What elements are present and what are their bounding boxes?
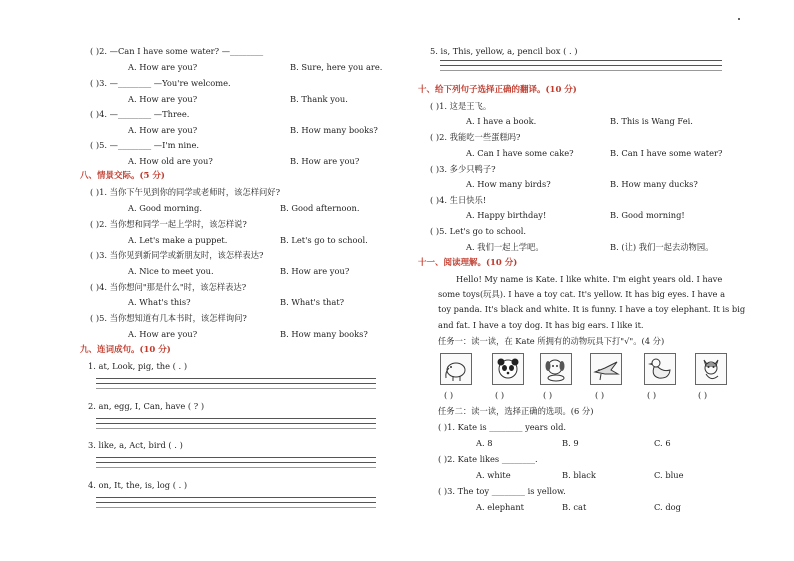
question-stem: ( )2. Kate likes ________. [438, 454, 538, 464]
option-c: C. dog [654, 502, 681, 512]
scan-mark [738, 18, 740, 20]
question-stem: ( )4. 生日快乐! [430, 195, 487, 205]
option-c: C. 6 [654, 438, 671, 448]
question-stem: ( )5. —________ —I'm nine. [90, 140, 200, 150]
option-a: A. 我们一起上学吧。 [466, 242, 544, 252]
question-stem: ( )3. —________ —You're welcome. [90, 78, 231, 88]
option-a: A. Nice to meet you. [128, 266, 214, 276]
option-b: B. (让) 我们一起去动物园。 [610, 242, 714, 252]
option-a: A. elephant [476, 502, 525, 512]
option-b: B. 9 [562, 438, 579, 448]
dog-icon [541, 354, 571, 384]
cat-picture [695, 353, 727, 385]
option-b: B. How many books? [290, 125, 378, 135]
word-order-question: 1. at, Look, pig, the ( . ) [88, 361, 188, 371]
elephant-icon [441, 354, 471, 384]
answer-lines[interactable] [96, 497, 376, 515]
question-stem: ( )4. 当你想问"那是什么"时，该怎样表达? [90, 282, 247, 292]
option-b: B. Let's go to school. [280, 235, 368, 245]
question-stem: ( )5. 当你想知道有几本书时，该怎样询问? [90, 313, 247, 323]
question-stem: ( )1. 当你下午见到你的同学或老师时，该怎样问好? [90, 187, 281, 197]
panda-picture [492, 353, 524, 385]
answer-blank[interactable]: ( ) [647, 390, 657, 400]
section-10-title: 十、给下列句子选择正确的翻译。(10 分) [418, 85, 577, 95]
word-order-question: 4. on, It, the, is, log ( . ) [88, 480, 188, 490]
question-stem: ( )3. The toy ________ is yellow. [438, 486, 566, 496]
dog-picture [540, 353, 572, 385]
option-c: C. blue [654, 470, 684, 480]
answer-lines[interactable] [96, 378, 376, 396]
answer-blank[interactable]: ( ) [595, 390, 605, 400]
option-a: A. white [476, 470, 511, 480]
cat-icon [696, 354, 726, 384]
option-a: A. How old are you? [128, 156, 213, 166]
option-a: A. Let's make a puppet. [128, 235, 228, 245]
passage-line: toy panda. It's black and white. It is funny. I have a toy elephant. It is big [438, 304, 746, 314]
option-a: A. What's this? [128, 297, 191, 307]
option-b: B. Thank you. [290, 94, 348, 104]
elephant-picture [440, 353, 472, 385]
option-a: A. How are you? [128, 94, 198, 104]
option-b: B. Can I have some water? [610, 148, 723, 158]
answer-blank[interactable]: ( ) [444, 390, 454, 400]
option-a: A. I have a book. [466, 116, 537, 126]
option-b: B. What's that? [280, 297, 345, 307]
question-stem: ( )3. 多少只鸭子? [430, 164, 496, 174]
option-a: A. How many birds? [466, 179, 551, 189]
question-stem: ( )3. 当你见到新同学或新朋友时，该怎样表达? [90, 250, 264, 260]
option-b: B. How many ducks? [610, 179, 698, 189]
option-b: B. cat [562, 502, 587, 512]
panda-icon [493, 354, 523, 384]
duck-picture [644, 353, 676, 385]
answer-lines[interactable] [96, 418, 376, 436]
option-a: A. 8 [476, 438, 493, 448]
passage-line: and fat. I have a toy dog. It has big ears. I like it. [438, 320, 644, 330]
option-a: A. Happy birthday! [466, 210, 547, 220]
section-8-title: 八、情景交际。(5 分) [80, 171, 165, 181]
task-2-instruction: 任务二：读一读，选择正确的选项。(6 分) [438, 406, 594, 416]
option-b: B. This is Wang Fei. [610, 116, 693, 126]
passage-line: Hello! My name is Kate. I like white. I'm eight years old. I have [456, 274, 723, 284]
answer-blank[interactable]: ( ) [698, 390, 708, 400]
option-b: B. Good afternoon. [280, 203, 360, 213]
option-b: B. How many books? [280, 329, 368, 339]
option-b: B. How are you? [280, 266, 350, 276]
option-a: A. How are you? [128, 329, 198, 339]
question-stem: ( )5. Let's go to school. [430, 226, 527, 236]
question-stem: ( )4. —________ —Three. [90, 109, 190, 119]
question-stem: ( )1. 这是王飞。 [430, 101, 492, 111]
answer-blank[interactable]: ( ) [495, 390, 505, 400]
bird-icon [591, 354, 621, 384]
answer-blank[interactable]: ( ) [543, 390, 553, 400]
question-stem: ( )2. 我能吃一些蛋糕吗? [430, 132, 521, 142]
word-order-question: 5. is, This, yellow, a, pencil box ( . ) [430, 46, 578, 56]
section-11-title: 十一、阅读理解。(10 分) [418, 258, 518, 268]
passage-line: some toys(玩具). I have a toy cat. It's yellow. It has big eyes. I have a [438, 289, 726, 299]
word-order-question: 2. an, egg, I, Can, have ( ? ) [88, 401, 205, 411]
option-b: B. How are you? [290, 156, 360, 166]
task-1-instruction: 任务一：读一读，在 Kate 所拥有的动物玩具下打"√"。(4 分) [438, 336, 665, 346]
duck-icon [645, 354, 675, 384]
option-b: B. Sure, here you are. [290, 62, 383, 72]
option-a: A. Can I have some cake? [466, 148, 574, 158]
answer-lines[interactable] [440, 60, 722, 78]
option-b: B. Good morning! [610, 210, 685, 220]
question-stem: ( )2. —Can I have some water? —________ [90, 46, 264, 56]
section-9-title: 九、连词成句。(10 分) [80, 345, 171, 355]
bird-picture [590, 353, 622, 385]
option-b: B. black [562, 470, 596, 480]
word-order-question: 3. like, a, Act, bird ( . ) [88, 440, 183, 450]
option-a: A. Good morning. [128, 203, 202, 213]
option-a: A. How are you? [128, 62, 198, 72]
option-a: A. How are you? [128, 125, 198, 135]
answer-lines[interactable] [96, 457, 376, 475]
question-stem: ( )2. 当你想和同学一起上学时，该怎样说? [90, 219, 247, 229]
question-stem: ( )1. Kate is ________ years old. [438, 422, 567, 432]
